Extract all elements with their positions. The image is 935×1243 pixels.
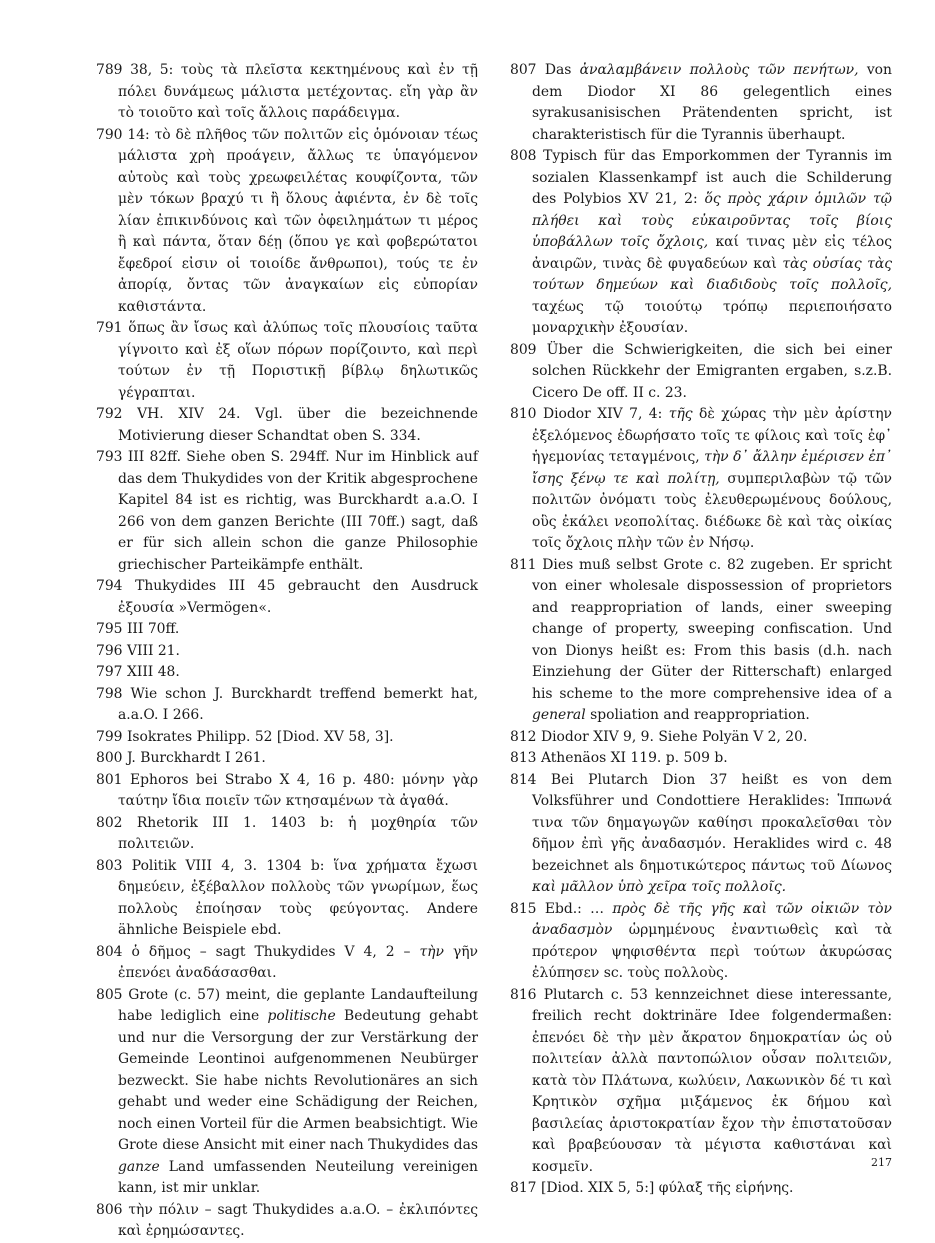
footnote-number: 792 [96,406,123,422]
footnote-number: 806 [96,1201,123,1218]
footnote-text: Ephoros bei Strabo X 4, 16 p. 480: μόνην γὰρ ταύτην ἴδια ποιεῖν τῶν κτησαμένων τὰ ἀγαθά. [118,771,479,809]
footnote-813 [510,748,892,770]
footnote-805 [96,985,478,1200]
footnote-text: ὁ δῆμος – sagt Thukydides V 4, 2 – [131,943,420,960]
footnote-text: Plutarch c. 53 kennzeichnet diese interessante, freilich recht doktrinäre Idee folgendermaßen: ἐπενόει δὲ τὴν μὲν ἄκρατον δημοκρατίαν ὡς οὐ πολιτείαν ἀλλὰ παντοπώλιον οὖσαν πολιτειῶν, κατὰ τὸν Πλάτωνα, κωλύειν, Λακωνικὸν δέ τι καὶ Κρητικὸν σχῆμα μιξάμενος ἐκ δήμου καὶ βασιλείας ἀριστοκρατίαν ἔχον τὴν ἐπιστατοῦσαν καὶ βραβεύουσαν τὰ μέγιστα καθιστάναι καὶ κοσμεῖν. [532,986,892,1175]
footnote-text: συμπεριλαβὼν τῷ τῶν πολιτῶν ὀνόματι τοὺς ἐλευθερωμένους δούλους, οὓς ἐκάλει νεοπολίτας. διέδωκε δὲ καὶ τὰς οἰκίας τοῖς ὄχλοις πλὴν τῶν ἐν Νήσῳ. [532,470,892,551]
footnote-number: 815 [510,900,537,917]
footnote-text: Diodor XIV 9, 9. Siehe Polyän V 2, 20. [540,728,808,745]
footnote-text: general [532,707,586,723]
footnote-text: ganze [118,1158,160,1175]
footnote-number: 817 [510,1180,537,1196]
footnote-number: 810 [510,406,537,422]
footnote-text: δὲ χώρας τὴν μὲν ἀρίστην ἐξελόμενος ἐδωρήσατο τοῖς τε φίλοις καὶ τοῖς ἐφ᾽ ἡγεμονίας τεταγμένοις, [532,406,892,465]
footnote-number: 802 [96,814,123,831]
footnote-number: 793 [96,449,123,465]
footnote-text: VH. XIV 24. Vgl. über die bezeichnende Motivierung dieser Schandtat oben S. 334. [118,406,478,444]
footnote-text: Das [544,62,580,78]
footnote-text: [Diod. XIX 5, 5:] φύλαξ τῆς εἰρήνης. [540,1180,794,1196]
footnote-799 [96,727,478,749]
footnote-text: Bedeutung gehabt und nur die Versorgung der zur Verstärkung der Gemeinde Leontinoi aufgenommenen Neubürger bezweckt. Sie habe nichts Revolutionäres an sich gehabt und weder eine Schädigung der Reichen, noch einen Vorteil für die Armen beabsichtigt. Wie Grote diese Ansicht mit einer nach Thukydides das [118,1008,478,1153]
footnote-number: 811 [510,556,537,573]
footnote-number: 816 [510,986,537,1003]
footnote-text: Über die Schwierigkeiten, die sich bei einer solchen Rückkehr der Emigranten ergaben, s.z.B. Cicero De off. II c. 23. [532,341,892,401]
footnote-number: 790 [96,126,123,143]
footnote-text: III 82ff. Siehe oben S. 294ff. Nur im Hinblick auf das dem Thukydides von der Kritik abgesprochene Kapitel 84 ist es richtig, was Burckhardt a.a.O. I 266 von dem ganzen Berichte (III 70ff.) sagt, daß er für sich allein schon die ganze Philosophie griechischer Parteikämpfe enthält. [118,449,478,573]
footnote-text: von dem Diodor XI 86 gelegentlich eines syrakusanisischen Prätendenten spricht, ist charakteristisch für die Tyrannis überhaupt. [532,62,892,143]
footnote-number: 796 [96,642,123,659]
footnote-796 [96,641,478,663]
footnote-text: καὶ μᾶλλον ὑπὸ χεῖρα τοῖς πολλοῖς. [532,879,787,895]
footnote-text: Bei Plutarch Dion 37 heißt es von dem Volksführer und Condottiere Heraklides: Ἱππωνά τινα τῶν δημαγωγῶν καθίησι προκαλεῖσθαι τὸν δῆμον ἐπὶ γῆς ἀναδασμόν. Heraklides wird c. 48 bezeichnet als δημοτικώτερος πάντως τοῦ Δίωνος [532,771,892,874]
footnote-text: ἀναλαμβάνειν πολλοὺς τῶν πενήτων, [579,62,859,78]
footnote-817 [510,1178,892,1200]
footnote-text: Diodor XIV 7, 4: [542,406,669,422]
footnote-793 [96,447,478,576]
footnote-text: Grote (c. 57) meint, die geplante Landaufteilung habe lediglich eine [118,986,478,1024]
footnote-text: 38, 5: τοὺς τὰ πλεῖστα κεκτημένους καὶ ἐν τῇ πόλει δυνάμεως μάλιστα μετέχοντας. εἴη γὰρ ἂν τὸ τοιοῦτο καὶ τοῖς ἄλλοις παράδειγμα. [118,62,478,121]
footnote-795 [96,619,478,641]
footnote-number: 799 [96,728,123,745]
footnote-789 [96,60,478,125]
footnote-text: XIII 48. [126,664,180,680]
footnote-text: τὴν [419,943,444,960]
footnote-text: Rhetorik III 1. 1403 b: ἡ μοχθηρία τῶν πολιτειῶν. [118,814,478,852]
footnote-792 [96,404,478,447]
footnote-number: 789 [96,62,123,78]
footnote-text: πρὸς δὲ τῆς γῆς καὶ τῶν οἰκιῶν τὸν ἀναδασμὸν [532,900,892,938]
footnote-number: 803 [96,857,123,874]
footnote-number: 807 [510,62,537,78]
footnote-text: Typisch für das Emporkommen der Tyrannis im sozialen Klassenkampf ist auch die Schilderung des Polybios XV 21, 2: [532,148,892,207]
footnote-808 [510,146,892,340]
footnote-801 [96,770,478,813]
footnote-text: Athenäos XI 119. p. 509 b. [540,750,728,766]
footnote-text: γῆν ἐπενόει ἀναδάσασθαι. [118,943,479,981]
footnote-797 [96,662,478,684]
footnote-text: Ebd.: … [544,900,613,917]
footnote-791 [96,318,478,404]
footnote-807 [510,60,892,146]
footnote-text: 14: τὸ δὲ πλῆθος τῶν πολιτῶν εἰς ὁμόνοιαν τέως μάλιστα χρὴ προάγειν, ἄλλως τε ὑπαγόμενον αὐτοὺς καὶ τοὺς χρεωφειλέτας κουφίζοντα, τῶν μὲν τόκων βραχύ τι ἢ ὅλους ἀφιέντα, ἐν δὲ τοῖς λίαν ἐπικινδύνοις καὶ τῶν ὀφειλημάτων τι μέρος ἢ καὶ πάντα, ὅταν δέῃ (ὅπου γε καὶ φοβερώτατοι ἔφεδροί εἰσιν οἱ τοιοίδε ἄνθρωποι), τούς τε ἐν ἀπορίᾳ, ὄντας τῶν ἀναγκαίων εἰς εὐπορίαν καθιστάντα. [118,126,479,315]
footnote-803 [96,856,478,942]
footnote-804 [96,942,478,985]
footnote-text: Isokrates Philipp. 52 [Diod. XV 58, 3]. [126,728,394,745]
footnote-text: Dies muß selbst Grote c. 82 zugeben. Er spricht von einer wholesale dispossession of proprietors and reappropriation of lands, einer sweeping change of property, sweeping confiscation. Und von Dionys heißt es: From this basis (d.h. nach Einziehung der Güter der Ritterschaft) enlarged his scheme to the more comprehensive idea of a [532,556,892,702]
footnote-text: τῆς [668,406,693,422]
footnote-811 [510,555,892,727]
footnote-816 [510,985,892,1179]
footnote-text: Politik VIII 4, 3. 1304 b: ἵνα χρήματα ἔχωσι δημεύειν, ἐξέβαλλον πολλοὺς τῶν γνωρίμων, ἕως πολλοὺς ἐποίησαν τοὺς φεύγοντας. Andere ähnliche Beispiele ebd. [118,857,478,938]
footnote-text: Thukydides III 45 gebraucht den Ausdruck ἐξουσία »Vermögen«. [118,578,478,616]
document-page [96,60,893,1239]
footnote-text: Wie schon J. Burckhardt treffend bemerkt hat, a.a.O. I 266. [118,685,478,723]
footnote-text: spoliation and reappropriation. [585,707,810,723]
footnote-802 [96,813,478,856]
footnote-number: 801 [96,771,123,788]
footnote-number: 798 [96,685,123,702]
footnote-text: III 70ff. [126,621,180,637]
footnote-text: J. Burckhardt I 261. [126,750,266,766]
footnote-number: 812 [510,728,537,745]
footnote-800 [96,748,478,770]
footnote-number: 797 [96,664,123,680]
page-number: 217 [871,1156,892,1169]
footnote-number: 794 [96,578,123,594]
footnote-text: Land umfassenden Neuteilung vereinigen kann, ist mir unklar. [118,1158,478,1196]
footnote-number: 805 [96,986,123,1003]
footnote-text: ὡρμημένους ἐναντιωθεὶς καὶ τὰ πρότερον ψηφισθέντα περὶ τούτων ἀκυρώσας ἐλύπησεν sc. τοὺς πολλοὺς. [532,922,892,981]
footnote-text: ταχέως τῷ τοιούτῳ τρόπῳ περιεποιήσατο μοναρχικὴν ἐξουσίαν. [532,298,892,336]
footnote-815 [510,899,892,985]
footnote-number: 800 [96,750,123,766]
left-footnote-column [96,60,478,1243]
footnote-number: 809 [510,341,537,358]
footnote-number: 804 [96,943,123,960]
footnote-text: τὰς οὐσίας τὰς τούτων δημεύων καὶ διαδιδοὺς τοῖς πολλοῖς, [532,255,892,293]
footnote-806 [96,1200,478,1243]
footnote-810 [510,404,892,555]
footnote-812 [510,727,892,749]
footnote-number: 791 [96,320,123,336]
footnote-number: 808 [510,148,537,164]
footnote-794 [96,576,478,619]
footnote-text: VIII 21. [126,642,180,659]
footnote-number: 813 [510,750,537,766]
footnote-text: τὴν πόλιν – sagt Thukydides a.a.O. – ἐκλιπόντες καὶ ἐρημώσαντες. [118,1201,478,1239]
footnote-814 [510,770,892,899]
footnote-790 [96,125,478,319]
footnote-text: τὴν δ᾽ ἄλλην ἐμέρισεν ἐπ᾽ ἴσης ξένῳ τε καὶ πολίτῃ, [532,449,893,487]
footnote-text: ὅς πρὸς χάριν ὁμιλῶν τῷ πλήθει καὶ τοὺς εὐκαιροῦντας τοῖς βίοις ὑποβάλλων τοῖς ὄχλοις, [532,191,892,250]
footnote-809 [510,340,892,405]
footnote-text: ὅπως ἂν ἴσως καὶ ἀλύπως τοῖς πλουσίοις ταῦτα γίγνοιτο καὶ ἐξ οἵων πόρων πορίζοιντο, καὶ περὶ τούτων ἐν τῇ Ποριστικῇ βίβλῳ δηλωτικῶς γέγραπται. [118,320,479,401]
footnote-number: 814 [510,771,537,788]
footnote-798 [96,684,478,727]
footnote-number: 795 [96,621,123,637]
footnote-text: politische [267,1008,336,1024]
right-footnote-column [510,60,892,1200]
footnote-text: καί τινας μὲν εἰς τέλος ἀναιρῶν, τινὰς δὲ φυγαδεύων καὶ [532,234,892,272]
